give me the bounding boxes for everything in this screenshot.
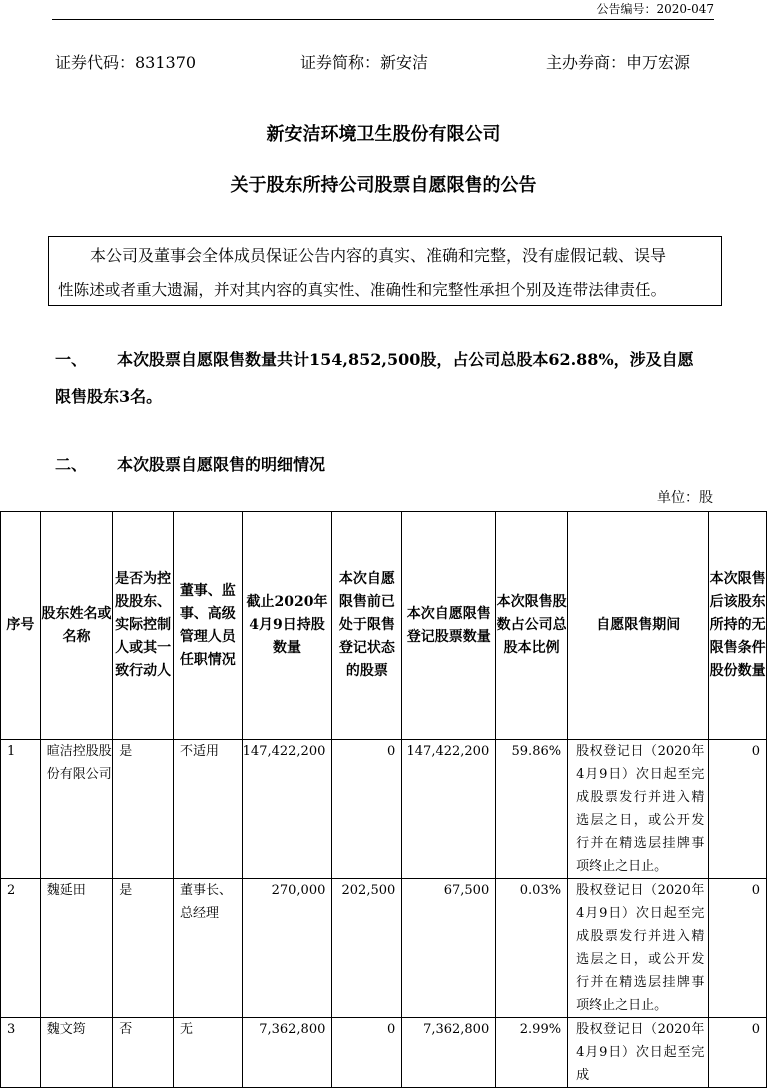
row-controller: 是 [113, 879, 174, 1018]
company-title: 新安洁环境卫生股份有限公司 [266, 124, 501, 145]
row-free: 0 [709, 740, 767, 879]
row-prior: 0 [332, 1018, 402, 1088]
table-row [1, 879, 767, 1018]
header-position: 董事、监事、高级管理人员任职情况 [173, 512, 242, 740]
section-1-line-1: 本次股票自愿限售数量共计154,852,500股，占公司总股本62.88%，涉及自愿 [117, 350, 694, 369]
row-ratio: 0.03% [496, 879, 568, 1018]
header-controller-flag: 是否为控股股东、实际控制人或其一致行动人 [113, 512, 174, 740]
header-index: 序号 [1, 512, 41, 740]
row-registered: 147,422,200 [402, 740, 496, 879]
row-index: 1 [1, 740, 41, 879]
notice-number: 公告编号：2020-047 [596, 2, 714, 16]
announcement-title: 关于股东所持公司股票自愿限售的公告 [230, 175, 537, 196]
sponsor-broker: 主办券商：申万宏源 [546, 53, 691, 72]
row-holding: 270,000 [242, 879, 332, 1018]
header-rule [52, 19, 714, 20]
row-ratio: 59.86% [496, 740, 568, 879]
row-position: 无 [173, 1018, 242, 1088]
row-name: 魏文筠 [40, 1018, 113, 1088]
table-row [1, 740, 767, 879]
header-registered: 本次自愿限售登记股票数量 [402, 512, 496, 740]
row-ratio: 2.99% [496, 1018, 568, 1088]
header-free-shares: 本次限售后该股东所持的无限售条件股份数量 [709, 512, 767, 740]
row-registered: 7,362,800 [402, 1018, 496, 1088]
declaration-line-2: 性陈述或者重大遗漏，并对其内容的真实性、准确性和完整性承担个别及连带法律责任。 [58, 281, 667, 299]
row-name: 暄洁控股股份有限公司 [40, 740, 113, 879]
section-1-line-2: 限售股东3名。 [55, 387, 163, 406]
row-period: 股权登记日（2020年4月9日）次日起至完成股票发行并进入精选层之日，或公开发行并在精选层挂牌事项终止之日止。 [568, 740, 709, 879]
unit-label: 单位：股 [657, 490, 713, 506]
row-controller: 是 [113, 740, 174, 879]
section-1-number: 一、 [55, 350, 88, 369]
section-2-title: 本次股票自愿限售的明细情况 [117, 455, 326, 474]
restricted-shares-table [0, 511, 767, 1088]
row-period: 股权登记日（2020年4月9日）次日起至完成 [568, 1018, 709, 1088]
row-prior: 0 [332, 740, 402, 879]
table-row [1, 1018, 767, 1088]
security-code: 证券代码：831370 [55, 53, 197, 72]
header-prior-restricted: 本次自愿限售前已处于限售登记状态的股票 [332, 512, 402, 740]
row-period: 股权登记日（2020年4月9日）次日起至完成股票发行并进入精选层之日，或公开发行并在精选层挂牌事项终止之日止。 [568, 879, 709, 1018]
row-name: 魏延田 [40, 879, 113, 1018]
header-shareholder-name: 股东姓名或名称 [40, 512, 113, 740]
header-period: 自愿限售期间 [568, 512, 709, 740]
row-index: 3 [1, 1018, 41, 1088]
row-free: 0 [709, 879, 767, 1018]
row-index: 2 [1, 879, 41, 1018]
declaration-line-1: 本公司及董事会全体成员保证公告内容的真实、准确和完整，没有虚假记载、误导 [90, 246, 667, 265]
row-registered: 67,500 [402, 879, 496, 1018]
section-2-number: 二、 [55, 455, 88, 474]
row-holding: 147,422,200 [242, 740, 332, 879]
row-free: 0 [709, 1018, 767, 1088]
row-prior: 202,500 [332, 879, 402, 1018]
row-holding: 7,362,800 [242, 1018, 332, 1088]
header-ratio: 本次限售股数占公司总股本比例 [496, 512, 568, 740]
row-position: 董事长、总经理 [173, 879, 242, 1018]
security-short-name: 证券简称：新安洁 [300, 53, 429, 72]
row-controller: 否 [113, 1018, 174, 1088]
row-position: 不适用 [173, 740, 242, 879]
header-holding: 截止2020年4月9日持股数量 [242, 512, 332, 740]
